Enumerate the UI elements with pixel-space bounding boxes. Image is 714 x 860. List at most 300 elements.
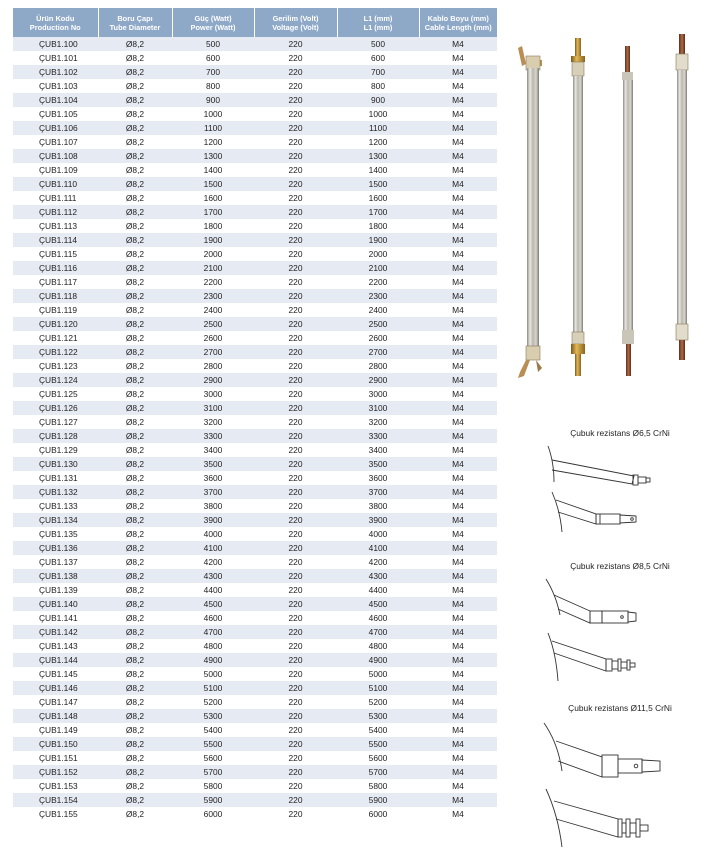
cell-tube-diameter: Ø8,2 <box>98 681 172 695</box>
cell-voltage: 220 <box>254 149 337 163</box>
cell-voltage: 220 <box>254 177 337 191</box>
cell-tube-diameter: Ø8,2 <box>98 569 172 583</box>
cell-tube-diameter: Ø8,2 <box>98 765 172 779</box>
cell-power: 900 <box>172 93 254 107</box>
table-row <box>13 807 497 821</box>
cell-tube-diameter: Ø8,2 <box>98 443 172 457</box>
table-row <box>13 583 497 597</box>
cell-tube-diameter: Ø8,2 <box>98 275 172 289</box>
cell-power: 5200 <box>172 695 254 709</box>
cell-tube-diameter: Ø8,2 <box>98 723 172 737</box>
table-row <box>13 233 497 247</box>
cell-power: 6000 <box>172 807 254 821</box>
cell-power: 4600 <box>172 611 254 625</box>
diagram-rod-11-5 <box>540 703 714 853</box>
cell-voltage: 220 <box>254 709 337 723</box>
cell-voltage: 220 <box>254 401 337 415</box>
cell-tube-diameter: Ø8,2 <box>98 527 172 541</box>
cell-product-no: ÇUB1.107 <box>13 135 98 149</box>
cell-tube-diameter: Ø8,2 <box>98 667 172 681</box>
cell-voltage: 220 <box>254 191 337 205</box>
cell-voltage: 220 <box>254 457 337 471</box>
cell-power: 1800 <box>172 219 254 233</box>
cell-cable-length: M4 <box>419 345 497 359</box>
cell-tube-diameter: Ø8,2 <box>98 639 172 653</box>
table-row <box>13 709 497 723</box>
cell-l1: 5700 <box>337 765 419 779</box>
table-row <box>13 373 497 387</box>
cell-cable-length: M4 <box>419 331 497 345</box>
cell-cable-length: M4 <box>419 261 497 275</box>
cell-power: 4000 <box>172 527 254 541</box>
cell-tube-diameter: Ø8,2 <box>98 373 172 387</box>
cell-l1: 5100 <box>337 681 419 695</box>
cell-l1: 3200 <box>337 415 419 429</box>
cell-voltage: 220 <box>254 415 337 429</box>
cell-voltage: 220 <box>254 107 337 121</box>
cell-l1: 700 <box>337 65 419 79</box>
cell-product-no: ÇUB1.130 <box>13 457 98 471</box>
cell-voltage: 220 <box>254 611 337 625</box>
cell-tube-diameter: Ø8,2 <box>98 695 172 709</box>
table-row <box>13 331 497 345</box>
table-row <box>13 261 497 275</box>
cell-l1: 2500 <box>337 317 419 331</box>
cell-tube-diameter: Ø8,2 <box>98 709 172 723</box>
cell-power: 4100 <box>172 541 254 555</box>
table-row <box>13 289 497 303</box>
table-row <box>13 457 497 471</box>
cell-cable-length: M4 <box>419 233 497 247</box>
cell-voltage: 220 <box>254 443 337 457</box>
cell-power: 5500 <box>172 737 254 751</box>
table-row <box>13 429 497 443</box>
cell-cable-length: M4 <box>419 597 497 611</box>
cell-power: 2700 <box>172 345 254 359</box>
cell-voltage: 220 <box>254 373 337 387</box>
cell-l1: 1800 <box>337 219 419 233</box>
table-row <box>13 541 497 555</box>
table-row <box>13 65 497 79</box>
cell-tube-diameter: Ø8,2 <box>98 135 172 149</box>
cell-l1: 500 <box>337 37 419 51</box>
cell-power: 2200 <box>172 275 254 289</box>
cell-power: 2100 <box>172 261 254 275</box>
table-row <box>13 527 497 541</box>
cell-product-no: ÇUB1.120 <box>13 317 98 331</box>
header-label-en: L1 (mm) <box>363 23 393 32</box>
cell-voltage: 220 <box>254 121 337 135</box>
cell-tube-diameter: Ø8,2 <box>98 359 172 373</box>
rod-11-5-drawing <box>540 715 714 853</box>
cell-tube-diameter: Ø8,2 <box>98 79 172 93</box>
cell-voltage: 220 <box>254 37 337 51</box>
cell-power: 4800 <box>172 639 254 653</box>
cell-voltage: 220 <box>254 345 337 359</box>
cell-power: 5700 <box>172 765 254 779</box>
cell-l1: 5600 <box>337 751 419 765</box>
cell-l1: 4200 <box>337 555 419 569</box>
cell-power: 3400 <box>172 443 254 457</box>
cell-tube-diameter: Ø8,2 <box>98 415 172 429</box>
cell-voltage: 220 <box>254 779 337 793</box>
table-row <box>13 149 497 163</box>
cell-cable-length: M4 <box>419 289 497 303</box>
table-row <box>13 667 497 681</box>
cell-voltage: 220 <box>254 79 337 93</box>
cell-tube-diameter: Ø8,2 <box>98 233 172 247</box>
cell-l1: 4800 <box>337 639 419 653</box>
cell-l1: 1700 <box>337 205 419 219</box>
cell-power: 1900 <box>172 233 254 247</box>
table-row <box>13 569 497 583</box>
cell-cable-length: M4 <box>419 555 497 569</box>
cell-tube-diameter: Ø8,2 <box>98 247 172 261</box>
cell-l1: 2700 <box>337 345 419 359</box>
table-row <box>13 79 497 93</box>
cell-cable-length: M4 <box>419 163 497 177</box>
diagram-title: Çubuk rezistans Ø8,5 CrNi <box>570 561 670 571</box>
cell-tube-diameter: Ø8,2 <box>98 779 172 793</box>
cell-l1: 800 <box>337 79 419 93</box>
cell-l1: 2400 <box>337 303 419 317</box>
cell-tube-diameter: Ø8,2 <box>98 737 172 751</box>
cell-tube-diameter: Ø8,2 <box>98 751 172 765</box>
cell-voltage: 220 <box>254 653 337 667</box>
cell-power: 600 <box>172 51 254 65</box>
table-row <box>13 51 497 65</box>
cell-product-no: ÇUB1.145 <box>13 667 98 681</box>
cell-product-no: ÇUB1.113 <box>13 219 98 233</box>
cell-power: 3800 <box>172 499 254 513</box>
cell-product-no: ÇUB1.137 <box>13 555 98 569</box>
table-row <box>13 597 497 611</box>
cell-tube-diameter: Ø8,2 <box>98 121 172 135</box>
cell-cable-length: M4 <box>419 443 497 457</box>
cell-power: 2500 <box>172 317 254 331</box>
cell-tube-diameter: Ø8,2 <box>98 429 172 443</box>
cell-voltage: 220 <box>254 737 337 751</box>
cell-tube-diameter: Ø8,2 <box>98 541 172 555</box>
cell-cable-length: M4 <box>419 681 497 695</box>
cell-product-no: ÇUB1.141 <box>13 611 98 625</box>
diagram-title: Çubuk rezistans Ø11,5 CrNi <box>568 703 672 713</box>
cell-tube-diameter: Ø8,2 <box>98 107 172 121</box>
cell-product-no: ÇUB1.151 <box>13 751 98 765</box>
cell-power: 4700 <box>172 625 254 639</box>
cell-cable-length: M4 <box>419 65 497 79</box>
cell-tube-diameter: Ø8,2 <box>98 499 172 513</box>
cell-power: 1100 <box>172 121 254 135</box>
cell-cable-length: M4 <box>419 177 497 191</box>
heating-rods-photo <box>508 24 708 398</box>
cell-voltage: 220 <box>254 331 337 345</box>
cell-cable-length: M4 <box>419 191 497 205</box>
cell-cable-length: M4 <box>419 527 497 541</box>
cell-product-no: ÇUB1.102 <box>13 65 98 79</box>
cell-product-no: ÇUB1.132 <box>13 485 98 499</box>
cell-power: 1500 <box>172 177 254 191</box>
cell-tube-diameter: Ø8,2 <box>98 597 172 611</box>
cell-l1: 2000 <box>337 247 419 261</box>
cell-product-no: ÇUB1.127 <box>13 415 98 429</box>
cell-power: 5600 <box>172 751 254 765</box>
cell-product-no: ÇUB1.153 <box>13 779 98 793</box>
cell-tube-diameter: Ø8,2 <box>98 513 172 527</box>
table-row <box>13 177 497 191</box>
cell-product-no: ÇUB1.112 <box>13 205 98 219</box>
cell-power: 2900 <box>172 373 254 387</box>
cell-l1: 600 <box>337 51 419 65</box>
cell-product-no: ÇUB1.144 <box>13 653 98 667</box>
cell-voltage: 220 <box>254 65 337 79</box>
cell-voltage: 220 <box>254 681 337 695</box>
cell-power: 1600 <box>172 191 254 205</box>
table-row <box>13 415 497 429</box>
cell-voltage: 220 <box>254 625 337 639</box>
cell-product-no: ÇUB1.115 <box>13 247 98 261</box>
cell-l1: 1600 <box>337 191 419 205</box>
table-row <box>13 303 497 317</box>
cell-product-no: ÇUB1.129 <box>13 443 98 457</box>
header-label-tr: Boru Çapı <box>117 13 153 23</box>
cell-voltage: 220 <box>254 583 337 597</box>
cell-product-no: ÇUB1.109 <box>13 163 98 177</box>
cell-voltage: 220 <box>254 723 337 737</box>
table-row <box>13 723 497 737</box>
cell-cable-length: M4 <box>419 93 497 107</box>
cell-l1: 4600 <box>337 611 419 625</box>
cell-cable-length: M4 <box>419 751 497 765</box>
cell-product-no: ÇUB1.105 <box>13 107 98 121</box>
cell-product-no: ÇUB1.155 <box>13 807 98 821</box>
table-row <box>13 121 497 135</box>
cell-power: 800 <box>172 79 254 93</box>
cell-l1: 3800 <box>337 499 419 513</box>
cell-voltage: 220 <box>254 261 337 275</box>
cell-voltage: 220 <box>254 751 337 765</box>
cell-voltage: 220 <box>254 93 337 107</box>
cell-cable-length: M4 <box>419 639 497 653</box>
cell-cable-length: M4 <box>419 625 497 639</box>
cell-tube-diameter: Ø8,2 <box>98 177 172 191</box>
table-row <box>13 345 497 359</box>
cell-product-no: ÇUB1.108 <box>13 149 98 163</box>
cell-l1: 4400 <box>337 583 419 597</box>
rod-3-image <box>622 46 634 376</box>
cell-voltage: 220 <box>254 205 337 219</box>
cell-tube-diameter: Ø8,2 <box>98 555 172 569</box>
cell-power: 5100 <box>172 681 254 695</box>
cell-power: 5000 <box>172 667 254 681</box>
header-power <box>172 8 254 37</box>
cell-product-no: ÇUB1.134 <box>13 513 98 527</box>
cell-cable-length: M4 <box>419 569 497 583</box>
cell-product-no: ÇUB1.131 <box>13 471 98 485</box>
cell-cable-length: M4 <box>419 765 497 779</box>
cell-product-no: ÇUB1.154 <box>13 793 98 807</box>
cell-tube-diameter: Ø8,2 <box>98 331 172 345</box>
cell-product-no: ÇUB1.126 <box>13 401 98 415</box>
cell-cable-length: M4 <box>419 317 497 331</box>
cell-cable-length: M4 <box>419 695 497 709</box>
cell-tube-diameter: Ø8,2 <box>98 219 172 233</box>
table-row <box>13 93 497 107</box>
cell-cable-length: M4 <box>419 373 497 387</box>
cell-product-no: ÇUB1.117 <box>13 275 98 289</box>
header-product-no <box>13 8 98 37</box>
cell-voltage: 220 <box>254 639 337 653</box>
header-label-en: Tube Diameter <box>109 23 161 32</box>
cell-tube-diameter: Ø8,2 <box>98 471 172 485</box>
cell-product-no: ÇUB1.146 <box>13 681 98 695</box>
cell-l1: 5800 <box>337 779 419 793</box>
cell-tube-diameter: Ø8,2 <box>98 93 172 107</box>
cell-l1: 4500 <box>337 597 419 611</box>
cell-tube-diameter: Ø8,2 <box>98 345 172 359</box>
cell-l1: 2200 <box>337 275 419 289</box>
cell-power: 500 <box>172 37 254 51</box>
cell-cable-length: M4 <box>419 667 497 681</box>
cell-voltage: 220 <box>254 597 337 611</box>
cell-cable-length: M4 <box>419 457 497 471</box>
cell-tube-diameter: Ø8,2 <box>98 205 172 219</box>
cell-product-no: ÇUB1.103 <box>13 79 98 93</box>
header-label-en: Power (Watt) <box>190 23 236 32</box>
cell-voltage: 220 <box>254 303 337 317</box>
table-row <box>13 317 497 331</box>
cell-l1: 3900 <box>337 513 419 527</box>
cell-tube-diameter: Ø8,2 <box>98 149 172 163</box>
rod-2-image <box>571 38 585 376</box>
cell-power: 3100 <box>172 401 254 415</box>
cell-product-no: ÇUB1.119 <box>13 303 98 317</box>
cell-tube-diameter: Ø8,2 <box>98 583 172 597</box>
table-row <box>13 219 497 233</box>
cell-l1: 1200 <box>337 135 419 149</box>
cell-l1: 2600 <box>337 331 419 345</box>
cell-cable-length: M4 <box>419 709 497 723</box>
cell-power: 4500 <box>172 597 254 611</box>
table-row <box>13 135 497 149</box>
header-label-en: Voltage (Volt) <box>272 23 319 32</box>
cell-power: 4200 <box>172 555 254 569</box>
cell-cable-length: M4 <box>419 583 497 597</box>
cell-power: 2000 <box>172 247 254 261</box>
cell-l1: 3000 <box>337 387 419 401</box>
cell-product-no: ÇUB1.147 <box>13 695 98 709</box>
rod-4-image <box>676 34 688 360</box>
cell-cable-length: M4 <box>419 303 497 317</box>
cell-power: 4300 <box>172 569 254 583</box>
cell-voltage: 220 <box>254 527 337 541</box>
table-row <box>13 765 497 779</box>
cell-l1: 5400 <box>337 723 419 737</box>
cell-l1: 2100 <box>337 261 419 275</box>
cell-power: 5800 <box>172 779 254 793</box>
cell-product-no: ÇUB1.122 <box>13 345 98 359</box>
cell-l1: 3500 <box>337 457 419 471</box>
cell-cable-length: M4 <box>419 541 497 555</box>
table-row <box>13 401 497 415</box>
cell-power: 1400 <box>172 163 254 177</box>
cell-voltage: 220 <box>254 485 337 499</box>
cell-tube-diameter: Ø8,2 <box>98 261 172 275</box>
cell-product-no: ÇUB1.118 <box>13 289 98 303</box>
cell-power: 2600 <box>172 331 254 345</box>
table-row <box>13 625 497 639</box>
cell-power: 5300 <box>172 709 254 723</box>
table-row <box>13 205 497 219</box>
cell-l1: 6000 <box>337 807 419 821</box>
cell-l1: 4300 <box>337 569 419 583</box>
cell-cable-length: M4 <box>419 807 497 821</box>
table-row <box>13 555 497 569</box>
cell-cable-length: M4 <box>419 499 497 513</box>
cell-power: 3900 <box>172 513 254 527</box>
cell-cable-length: M4 <box>419 79 497 93</box>
cell-product-no: ÇUB1.142 <box>13 625 98 639</box>
cell-l1: 3700 <box>337 485 419 499</box>
cell-product-no: ÇUB1.106 <box>13 121 98 135</box>
cell-voltage: 220 <box>254 471 337 485</box>
cell-power: 1300 <box>172 149 254 163</box>
cell-l1: 2300 <box>337 289 419 303</box>
cell-cable-length: M4 <box>419 737 497 751</box>
cell-product-no: ÇUB1.111 <box>13 191 98 205</box>
header-label-tr: Kablo Boyu (mm) <box>427 13 489 23</box>
cell-voltage: 220 <box>254 317 337 331</box>
cell-cable-length: M4 <box>419 779 497 793</box>
table-row <box>13 471 497 485</box>
table-row <box>13 695 497 709</box>
table-header-row <box>13 8 497 37</box>
cell-product-no: ÇUB1.104 <box>13 93 98 107</box>
cell-voltage: 220 <box>254 513 337 527</box>
cell-power: 1200 <box>172 135 254 149</box>
cell-tube-diameter: Ø8,2 <box>98 317 172 331</box>
cell-tube-diameter: Ø8,2 <box>98 807 172 821</box>
table-row <box>13 639 497 653</box>
table-row <box>13 247 497 261</box>
cell-l1: 4900 <box>337 653 419 667</box>
cell-voltage: 220 <box>254 163 337 177</box>
rod-8-5-drawing <box>540 573 714 687</box>
diagram-title: Çubuk rezistans Ø6,5 CrNi <box>570 428 670 438</box>
table-row <box>13 681 497 695</box>
header-label-tr: Gerilim (Volt) <box>272 13 319 23</box>
cell-power: 1700 <box>172 205 254 219</box>
table-row <box>13 107 497 121</box>
cell-tube-diameter: Ø8,2 <box>98 387 172 401</box>
cell-voltage: 220 <box>254 499 337 513</box>
table-row <box>13 653 497 667</box>
header-voltage <box>254 8 337 37</box>
product-spec-table <box>13 8 497 821</box>
cell-l1: 5200 <box>337 695 419 709</box>
cell-product-no: ÇUB1.140 <box>13 597 98 611</box>
cell-cable-length: M4 <box>419 219 497 233</box>
table-body <box>13 37 497 821</box>
cell-voltage: 220 <box>254 289 337 303</box>
cell-l1: 3600 <box>337 471 419 485</box>
header-cable-length <box>419 8 497 37</box>
table-row <box>13 163 497 177</box>
cell-power: 5900 <box>172 793 254 807</box>
cell-cable-length: M4 <box>419 429 497 443</box>
cell-power: 3600 <box>172 471 254 485</box>
cell-l1: 900 <box>337 93 419 107</box>
